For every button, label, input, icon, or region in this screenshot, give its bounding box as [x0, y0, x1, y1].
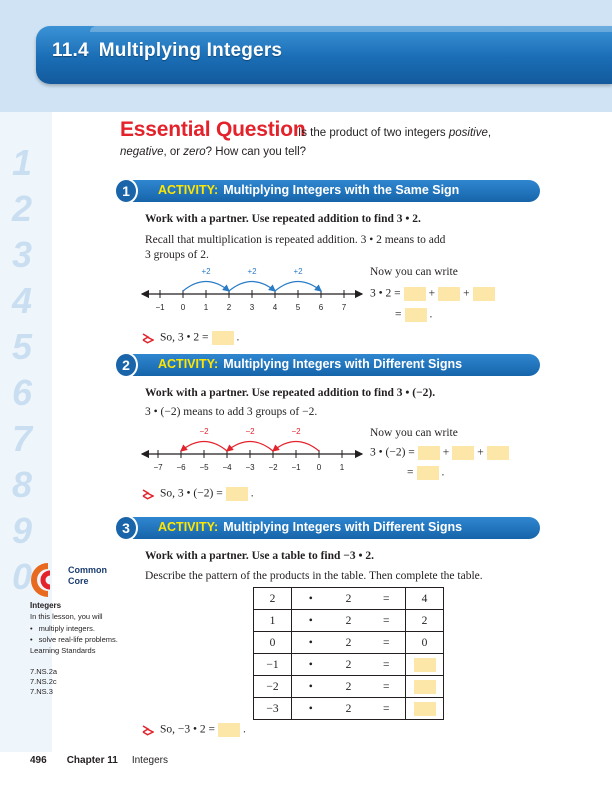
cc-label-line: Common [68, 565, 107, 575]
chapter-title: Integers [131, 755, 168, 766]
deco-digit: 1 [12, 142, 33, 183]
table-cell-blank[interactable] [406, 698, 444, 720]
answer-blank[interactable] [417, 466, 439, 480]
conclusion-text: So, −3 • 2 = [160, 723, 216, 736]
section-title [52, 40, 282, 62]
activity-3-banner [120, 517, 540, 539]
eq-comma: , [487, 127, 492, 139]
cc-standards-title: Learning Standards [30, 646, 96, 655]
table-cell: • [292, 588, 330, 610]
table-cell: 2 [330, 632, 368, 654]
answer-blank[interactable] [414, 702, 436, 716]
activity-2-body: 3 • (−2) means to add 3 groups of −2. [145, 406, 318, 418]
table-cell: 1 [254, 610, 292, 632]
table-cell: 2 [406, 610, 444, 632]
deco-digit: 4 [12, 280, 33, 321]
answer-blank[interactable] [452, 446, 474, 460]
hop-arc [227, 442, 273, 452]
period: . [441, 466, 445, 479]
answer-blank[interactable] [404, 287, 426, 301]
tick-label: 2 [226, 303, 232, 312]
cc-topic: Integers [30, 601, 62, 610]
list-item: 7.NS.2a [30, 667, 58, 676]
activity-1-title [158, 183, 459, 197]
activity-1-banner [120, 180, 540, 202]
table-cell: = [368, 676, 406, 698]
conclusion-arrow-icon [142, 489, 154, 501]
cc-label-line: Core [68, 576, 89, 586]
tick-label: 0 [316, 463, 322, 472]
answer-blank[interactable] [487, 446, 509, 460]
list-item: 7.NS.2c [30, 677, 57, 686]
essential-question-text [120, 124, 540, 162]
activity-title-text: Multiplying Integers with Different Signs [223, 520, 463, 534]
product-table [253, 587, 444, 720]
activity-keyword: ACTIVITY: [158, 520, 219, 534]
table-cell: • [292, 632, 330, 654]
hop-label: −2 [245, 427, 255, 436]
deco-digit: 9 [12, 510, 33, 551]
activity-2-instruction: Work with a partner. Use repeated addition to find 3 • (−2). [145, 387, 436, 399]
table-cell: = [368, 610, 406, 632]
tick-label: 1 [339, 463, 345, 472]
table-cell: 2 [330, 610, 368, 632]
list-item: 7.NS.3 [30, 687, 53, 696]
activity-keyword: ACTIVITY: [158, 183, 219, 197]
activity-3-instruction: Work with a partner. Use a table to find −3 • 2. [145, 550, 374, 562]
section-number: 11.4 [52, 40, 89, 61]
tick-label: −7 [153, 463, 163, 472]
hop-label: −2 [291, 427, 301, 436]
plus-sign: + [428, 287, 436, 300]
deco-digit: 2 [12, 188, 33, 229]
cc-objectives [30, 623, 118, 645]
activity-keyword: ACTIVITY: [158, 357, 219, 371]
table-cell: 2 [330, 654, 368, 676]
tick-label: −6 [176, 463, 186, 472]
tick-label: −1 [155, 303, 165, 312]
table-cell: 2 [254, 588, 292, 610]
write-equation-2 [370, 446, 512, 460]
period: . [429, 308, 433, 321]
activity-3-body: Describe the pattern of the products in the table. Then complete the table. [145, 570, 483, 582]
activity-1-conclusion [160, 331, 239, 345]
table-cell: • [292, 610, 330, 632]
table-cell: = [368, 654, 406, 676]
eq-text-part: Is the product of two integers [298, 127, 449, 139]
title-bar-highlight [90, 26, 612, 32]
hop-label: +2 [247, 267, 257, 276]
answer-blank[interactable] [418, 446, 440, 460]
answer-blank[interactable] [438, 287, 460, 301]
table-cell: = [368, 698, 406, 720]
plus-sign: + [477, 446, 484, 459]
tick-label: 4 [272, 303, 278, 312]
eq-or: , or [163, 146, 184, 158]
eq-positive: positive [448, 127, 488, 139]
answer-blank[interactable] [414, 680, 436, 694]
table-cell: 2 [330, 588, 368, 610]
deco-digit: 7 [12, 418, 33, 459]
conclusion-text: So, 3 • (−2) = [160, 487, 223, 500]
tick-label: 5 [295, 303, 301, 312]
table-cell-blank[interactable] [406, 676, 444, 698]
tick-label: 1 [203, 303, 209, 312]
answer-blank[interactable] [212, 331, 234, 345]
answer-blank[interactable] [226, 487, 248, 501]
eq-text-part: ? How can you tell? [205, 146, 307, 158]
table-cell: • [292, 698, 330, 720]
body-line: Recall that multiplication is repeated addition. 3 • 2 means to add [145, 234, 446, 246]
expression: 3 • (−2) = [370, 446, 415, 459]
table-row [254, 632, 444, 654]
table-cell: = [368, 588, 406, 610]
table-cell: 0 [254, 632, 292, 654]
equals-sign: = [407, 466, 414, 479]
deco-digit: 5 [12, 326, 33, 367]
page-number: 496 [30, 755, 47, 766]
tick-label: 6 [318, 303, 324, 312]
now-write-1: Now you can write [370, 266, 458, 278]
table-row [254, 588, 444, 610]
section-title-text: Multiplying Integers [98, 40, 283, 61]
answer-blank[interactable] [405, 308, 427, 322]
tick-label: −2 [268, 463, 278, 472]
activity-1-instruction: Work with a partner. Use repeated addition to find 3 • 2. [145, 213, 421, 225]
hop-arc [273, 442, 319, 452]
write-equation-1-result [395, 308, 432, 322]
table-cell: −3 [254, 698, 292, 720]
hop-arc [183, 282, 229, 292]
period: . [236, 331, 240, 344]
table-cell-blank[interactable] [406, 654, 444, 676]
answer-blank[interactable] [473, 287, 495, 301]
common-core-logo-icon [28, 563, 66, 597]
activity-1-body [145, 233, 545, 263]
essential-question-label: Essential Question [120, 118, 306, 141]
tick-label: −3 [245, 463, 255, 472]
tick-label: −1 [291, 463, 301, 472]
activity-2-title [158, 357, 462, 371]
equals-sign: = [395, 308, 402, 321]
tick-label: −4 [222, 463, 232, 472]
table-row [254, 676, 444, 698]
now-write-2: Now you can write [370, 427, 458, 439]
number-line-2 [140, 424, 365, 476]
expression: 3 • 2 = [370, 287, 401, 300]
plus-sign: + [442, 446, 450, 459]
activity-3-title [158, 520, 462, 534]
table-row [254, 698, 444, 720]
deco-digit: 0 [12, 556, 33, 597]
answer-blank[interactable] [218, 723, 240, 737]
decorative-digits [12, 140, 52, 600]
deco-digit: 6 [12, 372, 33, 413]
write-equation-1 [370, 287, 498, 301]
conclusion-text: So, 3 • 2 = [160, 331, 209, 344]
hop-label: +2 [201, 267, 211, 276]
conclusion-arrow-icon [142, 725, 154, 737]
activity-3-conclusion [160, 723, 246, 737]
table-cell: 0 [406, 632, 444, 654]
eq-negative: negative [120, 146, 164, 158]
plus-sign: + [463, 287, 470, 300]
write-equation-2-result [407, 466, 444, 480]
chapter-label: Chapter 11 [66, 755, 118, 766]
list-item: • solve real-life problems. [30, 634, 118, 645]
hop-label: +2 [293, 267, 303, 276]
period: . [243, 723, 246, 736]
table-cell: 2 [330, 676, 368, 698]
activity-title-text: Multiplying Integers with the Same Sign [223, 183, 460, 197]
cc-intro: In this lesson, you will [30, 612, 103, 621]
tick-label: 7 [341, 303, 347, 312]
activity-3-number: 3 [114, 515, 138, 541]
activity-2-banner [120, 354, 540, 376]
table-cell: −2 [254, 676, 292, 698]
eq-zero: zero [183, 146, 206, 158]
hop-arc [181, 442, 227, 452]
list-item: • multiply integers. [30, 623, 118, 634]
number-line-1 [140, 264, 365, 316]
hop-arc [229, 282, 275, 292]
table-cell: −1 [254, 654, 292, 676]
deco-digit: 8 [12, 464, 33, 505]
table-cell: • [292, 676, 330, 698]
hop-label: −2 [199, 427, 209, 436]
table-cell: 4 [406, 588, 444, 610]
cc-standards [30, 667, 57, 697]
table-cell: • [292, 654, 330, 676]
body-line: 3 groups of 2. [145, 249, 209, 261]
table-cell: 2 [330, 698, 368, 720]
table-row [254, 610, 444, 632]
tick-label: 0 [180, 303, 186, 312]
page-footer [30, 755, 168, 766]
period: . [250, 487, 254, 500]
activity-1-number: 1 [114, 178, 138, 204]
hop-arc [275, 282, 321, 292]
activity-2-number: 2 [114, 352, 138, 378]
conclusion-arrow-icon [142, 333, 154, 345]
table-cell: = [368, 632, 406, 654]
activity-title-text: Multiplying Integers with Different Signs [223, 357, 463, 371]
table-row [254, 654, 444, 676]
tick-label: −5 [199, 463, 209, 472]
activity-2-conclusion [160, 487, 254, 501]
common-core-label [68, 565, 107, 587]
deco-digit: 3 [12, 234, 33, 275]
tick-label: 3 [249, 303, 255, 312]
answer-blank[interactable] [414, 658, 436, 672]
